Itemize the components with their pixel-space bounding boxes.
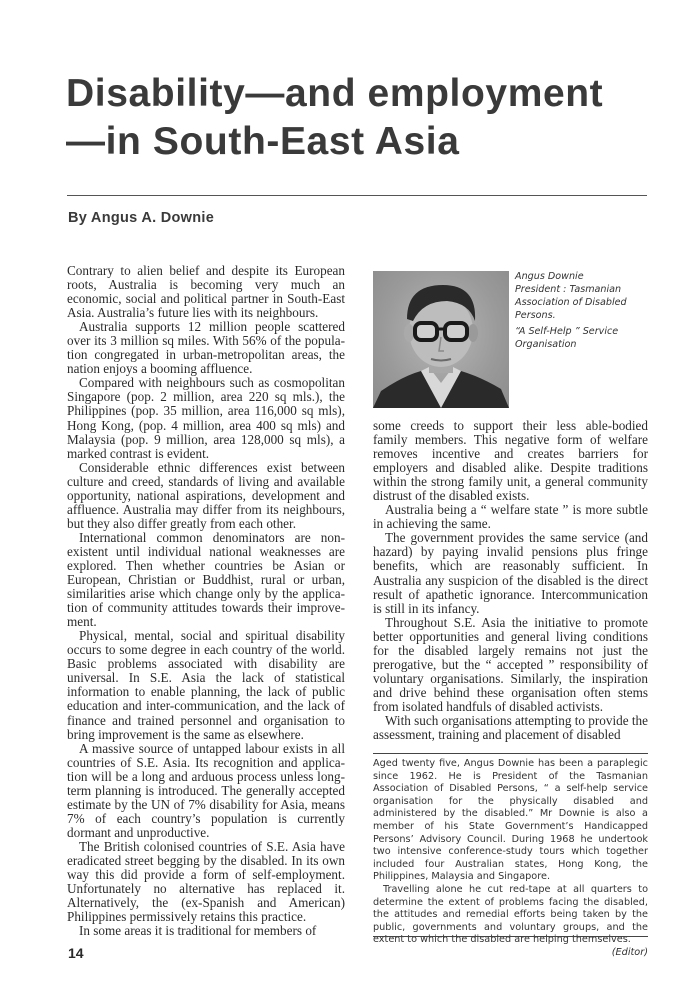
editor-signature: (Editor) [611,946,648,958]
caption-org: Organisation [515,339,577,350]
paragraph: Throughout S.E. Asia the initiative to promote better opportunities and general living conditions for the disabled largely remains not just the prerogative, but the “ accepted ” responsibility of voluntary organisations. Similarly, the inspiration and drive behind these organisation often stems from isolated handfuls of disabled activists. [373,614,648,714]
byline: By Angus A. Downie [68,210,215,226]
caption-title: Association of Disabled [515,297,627,308]
author-photo [373,271,509,408]
photo-caption [515,270,655,351]
footnote-paragraph: Aged twenty five, Angus Downie has been a paraplegic since 1962. He is President of the Tasmanian Association of Disabled Persons, “ a self-help service organisation for the physically disabled and administered by the disabled.” Mr Downie is also a member of his State Government’s Handicapped Persons’ Advisory Council. During 1968 he undertook two intensive conference-study tours which together included four Australian states, Hong Kong, the Philippines, Malaysia and Singapore. [373,758,648,883]
paragraph: Australia being a “ welfare state ” is more subtle in achieving the same. [373,502,648,532]
page-number: 14 [68,945,84,961]
left-column [67,264,345,938]
paragraph: Contrary to alien belief and despite its European roots, Australia is becoming very much an economic, social and political partner in South-East Asia. Australia’s future lies with its neighbours. [67,263,345,321]
article-title [66,70,666,166]
footnote-divider-top [373,753,648,754]
footnote-text: Travelling alone he cut red-tape at all quarters to determine the extent of problems facing the disabled, the attitudes and remedial efforts being taken by the public, governments and voluntary groups, and the extent to which the disabled are helping themselves. [373,883,648,946]
title-line-2: —in South-East Asia [66,120,460,163]
paragraph: International common denominators are non-existent until individual national weaknesses are explored. Then whether countries be Asian or European, Christian or Buddhist, rural or urban, similarities arise which change only by the application of community attitudes towards their improvement. [67,529,345,630]
paragraph: A massive source of untapped labour exists in all countries of S.E. Asia. Its recognition and application will be a long and arduous process unless long-term planning is introduced. The generally accepted estimate by the UN of 7% disability for Asia, means 7% of each country’s population is currently dormant and unproductive. [67,740,345,840]
caption-name: Angus Downie [515,271,584,282]
paragraph: Considerable ethnic differences exist between culture and creed, standards of living and available opportunity, national aspirations, development and affluence. Australia may differ from its neighbours, but they also differ greatly from each other. [67,459,345,531]
paragraph: The government provides the same service (and hazard) by paying invalid pensions plus fringe benefits, which are reasonably sufficient. In Australia any suspicion of the disabled is the direct result of apathetic ignorance. Intercommunication is still in its infancy. [373,530,648,616]
paragraph: In some areas it is traditional for members of [79,923,317,939]
paragraph: The British colonised countries of S.E. Asia have eradicated street begging by the disabled. In its own way this did provide a form of self-employment. Unfortunately no alternative has replaced it. Alternatively, the (ex-Spanish and American) Philippines permissively retains this practice. [67,838,345,925]
paragraph: Compared with neighbours such as cosmopolitan Singapore (pop. 2 million, area 220 sq mls.), the Philippines (pop. 35 million, area 116,000 sq mls), Hong Kong, (pop. 4 million, area 400 sq mls) and Malaysia (pop. 9 million, area 128,000 sq mls), a marked contrast is evident. [67,375,345,461]
right-column [373,419,648,742]
paragraph: Australia supports 12 million people scattered over its 3 million sq miles. With 56% of the population congregated in urban-metropolitan areas, the nation enjoys a booming affluence. [67,319,345,377]
portrait-icon [373,271,509,408]
paragraph: some creeds to support their less able-bodied family members. This negative form of welfare removes incentive and creates barriers for employers and disabled alike. Despite traditions within the strong family unit, a general community distrust of the disabled exists. [373,418,648,504]
paragraph: Physical, mental, social and spiritual disability occurs to some degree in each country of the world. Basic problems associated with disability are universal. In S.E. Asia the lack of statistical information to enable planning, the lack of public education and inter-communication, and the lack of finance and trained personnel and organisation to bring improvement is the same as elsewhere. [67,628,345,742]
footnote-paragraph [373,883,648,958]
caption-org: “A Self-Help ” Service [515,326,619,337]
title-line-1: Disability—and employment [66,72,604,115]
caption-title: Persons. [515,310,556,321]
paragraph: With such organisations attempting to provide the assessment, training and placement of disabled [373,712,648,743]
author-footnote [373,758,648,960]
title-divider [67,195,647,196]
footnote-divider-bottom [373,936,648,937]
caption-title: President : Tasmanian [515,284,622,295]
